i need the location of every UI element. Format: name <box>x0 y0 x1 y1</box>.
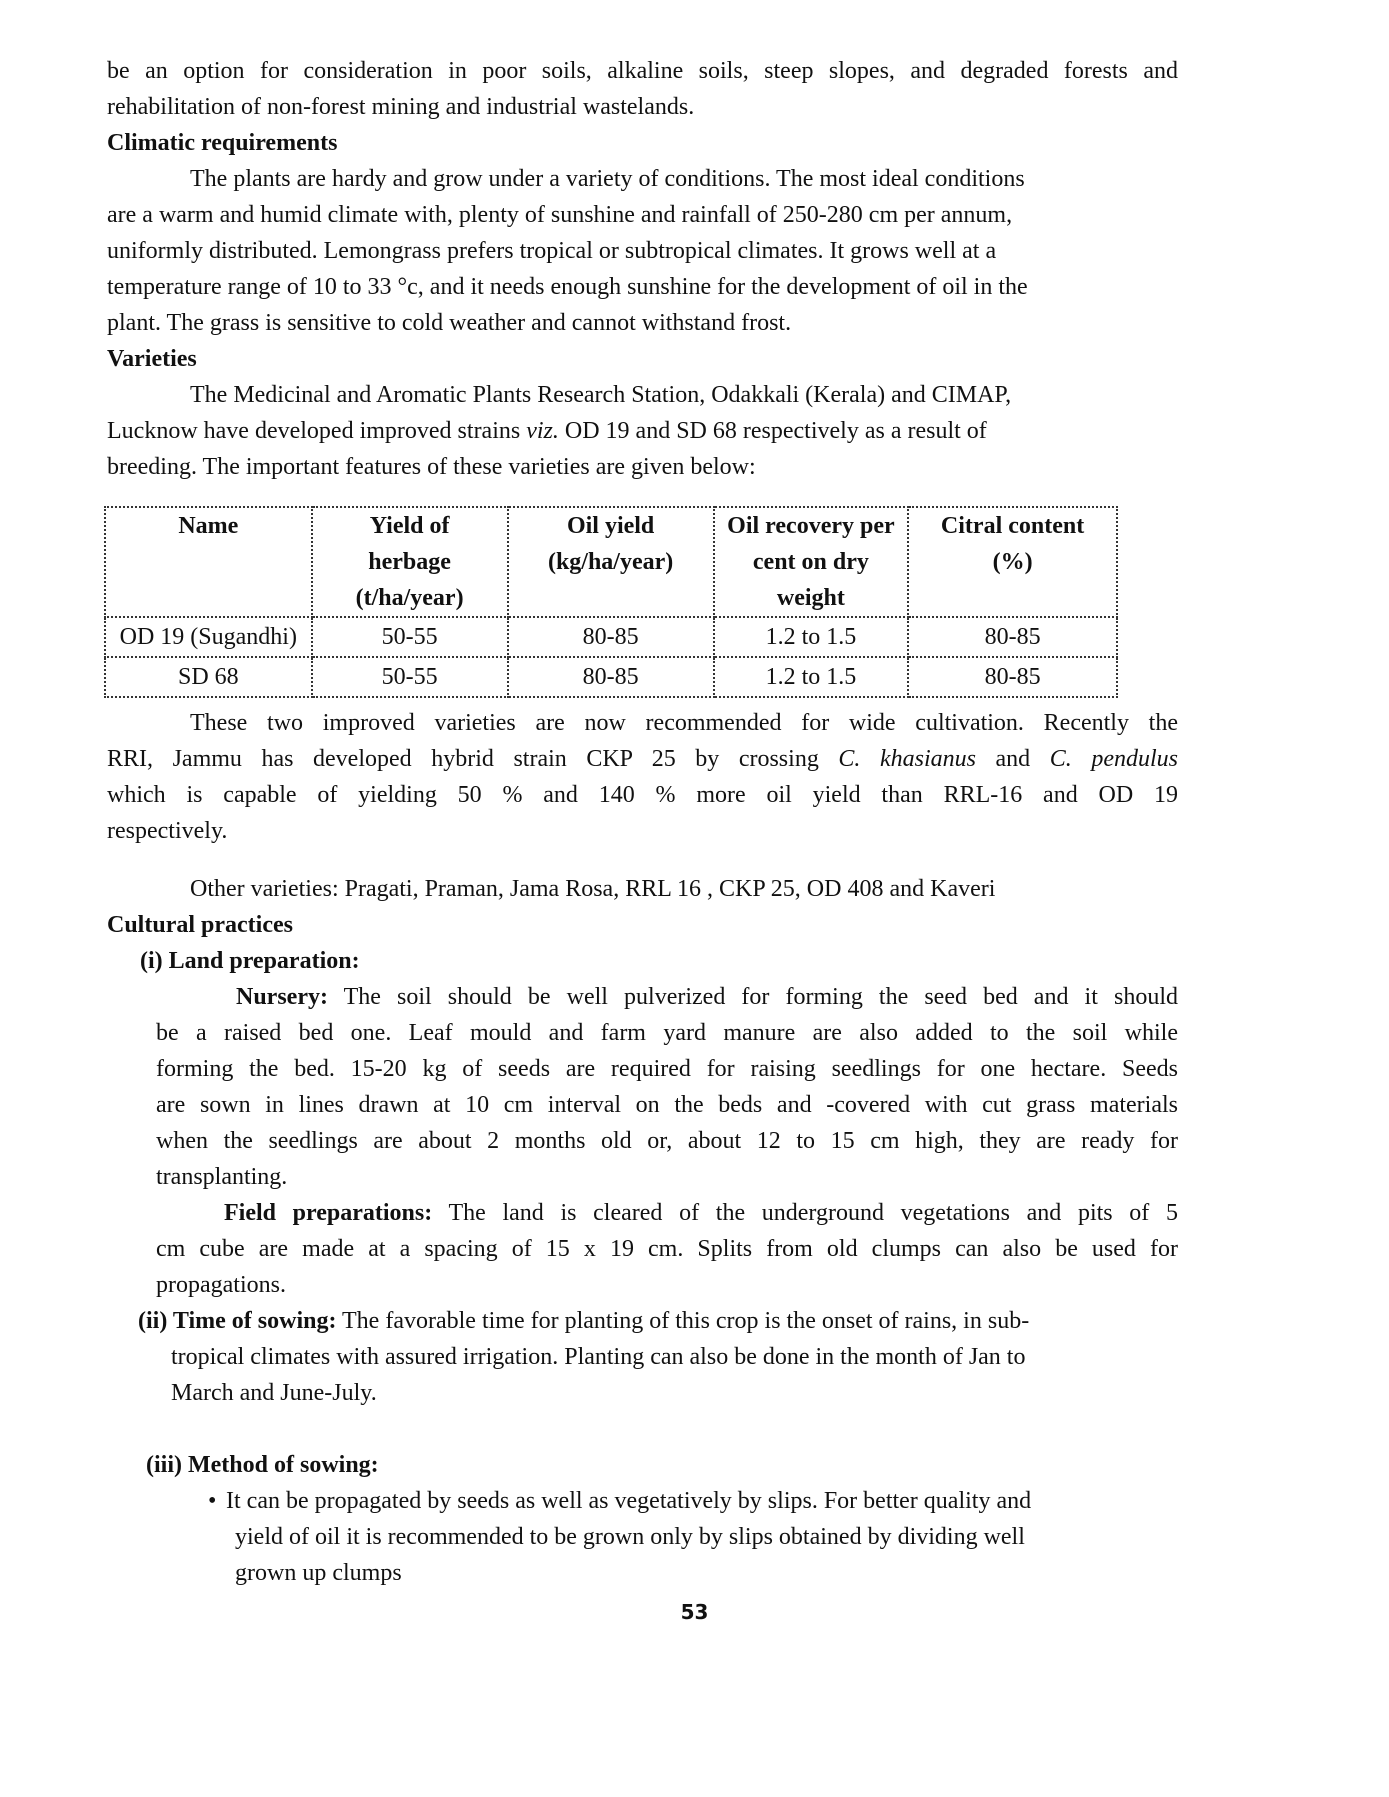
climatic-line-2: are a warm and humid climate with, plenty of sunshine and rainfall of 250-280 cm per annum, <box>107 202 1013 228</box>
varieties-line-3: breeding. The important features of these varieties are given below: <box>107 454 756 480</box>
time-of-sowing-line-1: (ii) Time of sowing: The favorable time for planting of this crop is the onset of rains, in sub- <box>138 1308 1030 1334</box>
method-line-2: yield of oil it is recommended to be grown only by slips obtained by dividing well <box>235 1524 1025 1550</box>
field-prep-line-2: cm cube are made at a spacing of 15 x 19 cm. Splits from old clumps can also be used for <box>156 1236 1178 1262</box>
method-line-3: grown up clumps <box>235 1560 402 1586</box>
nursery-line-1: Nursery: The soil should be well pulverized for forming the seed bed and it should <box>236 984 1178 1010</box>
cell-name: SD 68 <box>105 657 312 697</box>
header-name: Name <box>105 507 312 617</box>
other-varieties: Other varieties: Pragati, Praman, Jama Rosa, RRL 16 , CKP 25, OD 408 and Kaveri <box>190 876 996 902</box>
method-of-sowing-heading: (iii) Method of sowing: <box>146 1452 379 1478</box>
after-table-line-3: which is capable of yielding 50 % and 140 % more oil yield than RRL-16 and OD 19 <box>107 782 1178 808</box>
nursery-line-6: transplanting. <box>156 1164 288 1190</box>
intro-line-1: be an option for consideration in poor soils, alkaline soils, steep slopes, and degraded forests and <box>107 58 1178 84</box>
time-of-sowing-line-2: tropical climates with assured irrigation. Planting can also be done in the month of Jan to <box>171 1344 1026 1370</box>
varieties-line-2-post: OD 19 and SD 68 respectively as a result of <box>558 418 987 444</box>
field-prep-line-3: propagations. <box>156 1272 286 1298</box>
header-oil-recovery: Oil recovery per cent on dry weight <box>714 507 908 617</box>
varieties-line-2-pre: Lucknow have developed improved strains <box>107 418 527 444</box>
land-prep-heading: (i) Land preparation: <box>140 948 360 974</box>
varieties-line-1: The Medicinal and Aromatic Plants Research Station, Odakkali (Kerala) and CIMAP, <box>190 382 1012 408</box>
cell-yield-herbage: 50-55 <box>312 617 508 657</box>
nursery-line-2: be a raised bed one. Leaf mould and farm yard manure are also added to the soil while <box>156 1020 1178 1046</box>
varieties-table <box>104 506 1118 698</box>
field-prep-label: Field preparations: <box>224 1200 433 1226</box>
table-row <box>105 617 1117 657</box>
nursery-line-4: are sown in lines drawn at 10 cm interval on the beds and -covered with cut grass materials <box>156 1092 1178 1118</box>
nursery-line-3: forming the bed. 15-20 kg of seeds are required for raising seedlings for one hectare. Seeds <box>156 1056 1178 1082</box>
intro-line-2: rehabilitation of non-forest mining and industrial wastelands. <box>107 94 695 120</box>
climatic-line-4: temperature range of 10 to 33 °c, and it needs enough sunshine for the development of oil in the <box>107 274 1028 300</box>
varieties-line-2 <box>107 416 987 446</box>
table-row <box>105 657 1117 697</box>
viz-italic: viz. <box>526 418 559 444</box>
species-khasianus: C. khasianus <box>838 746 976 772</box>
header-yield-of-herbage: Yield of herbage (t/ha/year) <box>312 507 508 617</box>
after-table-line-1: These two improved varieties are now recommended for wide cultivation. Recently the <box>190 710 1178 736</box>
cell-citral-content: 80-85 <box>908 657 1117 697</box>
cell-yield-herbage: 50-55 <box>312 657 508 697</box>
cell-citral-content: 80-85 <box>908 617 1117 657</box>
header-oil-yield: Oil yield (kg/ha/year) <box>508 507 714 617</box>
cell-name: OD 19 (Sugandhi) <box>105 617 312 657</box>
nursery-line-5: when the seedlings are about 2 months old or, about 12 to 15 cm high, they are ready for <box>156 1128 1178 1154</box>
after-table-line-2: RRI, Jammu has developed hybrid strain CKP 25 by crossing C. khasianus and C. pendulus <box>107 746 1178 772</box>
cell-oil-yield: 80-85 <box>508 657 714 697</box>
cell-oil-recovery: 1.2 to 1.5 <box>714 617 908 657</box>
method-line-1: It can be propagated by seeds as well as vegetatively by slips. For better quality and <box>226 1488 1032 1514</box>
varieties-heading: Varieties <box>107 346 197 372</box>
field-prep-line-1: Field preparations: The land is cleared of the underground vegetations and pits of 5 <box>224 1200 1178 1226</box>
cultural-heading: Cultural practices <box>107 912 293 938</box>
table-header-row <box>105 507 1117 617</box>
cell-oil-yield: 80-85 <box>508 617 714 657</box>
time-of-sowing-label: (ii) Time of sowing: <box>138 1308 337 1334</box>
header-citral-content: Citral content (%) <box>908 507 1117 617</box>
climatic-line-5: plant. The grass is sensitive to cold weather and cannot withstand frost. <box>107 310 792 336</box>
species-pendulus: C. pendulus <box>1049 746 1178 772</box>
climatic-heading: Climatic requirements <box>107 130 338 156</box>
time-of-sowing-line-3: March and June-July. <box>171 1380 377 1406</box>
nursery-label: Nursery: <box>236 984 328 1010</box>
after-table-line-4: respectively. <box>107 818 228 844</box>
climatic-line-3: uniformly distributed. Lemongrass prefers tropical or subtropical climates. It grows well at a <box>107 238 997 264</box>
cell-oil-recovery: 1.2 to 1.5 <box>714 657 908 697</box>
bullet-icon: • <box>208 1488 217 1514</box>
page-number: 53 <box>680 1600 709 1624</box>
climatic-line-1: The plants are hardy and grow under a variety of conditions. The most ideal conditions <box>190 166 1025 192</box>
